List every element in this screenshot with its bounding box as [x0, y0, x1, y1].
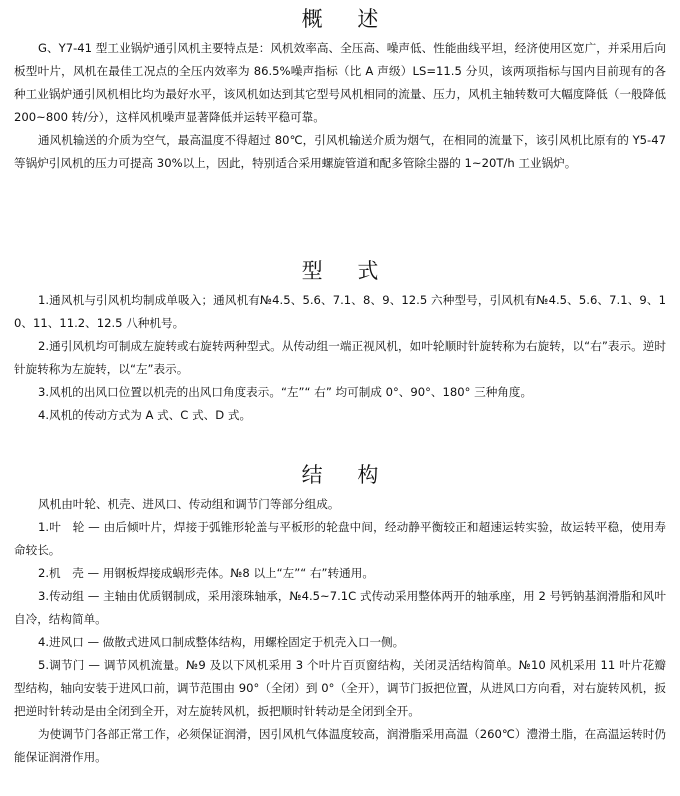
structure-item-damper: 5.调节门 — 调节风机流量。№9 及以下风机采用 3 个叶片百页窗结构，关闭灵活结构简单。№10 风机采用 11 叶片花瓣型结构，轴向安装于进风口前，调节范围由 90°（全闭）到 0°（全开），调节门扳把位置，从进风口方向看，对右旋转风机，扳把逆时针转动是由全闭到全开，对左旋转风机，扳把顺时针转动是全闭到全开。 [14, 658, 666, 718]
structure-item-inlet: 4.进风口 — 做散式进风口制成整体结构，用螺栓固定于机壳入口一侧。 [38, 635, 405, 649]
structure-heading: 结 构 [301, 463, 393, 487]
structure-intro: 风机由叶轮、机壳、进风口、传动组和调节门等部分组成。 [38, 497, 340, 511]
overview-paragraph-2: 通风机输送的介质为空气，最高温度不得超过 80℃，引风机输送介质为烟气，在相同的流量下，该引风机比原有的 Y5-47 等锅炉引风机的压力可提高 30%以上，因此，特别适合采用螺旋管道和配多管除尘器的 1~20T/h 工业锅炉。 [14, 133, 666, 170]
structure-item-impeller: 1.叶 轮 — 由后倾叶片，焊接于弧锥形轮盖与平板形的轮盘中间，经动静平衡较正和超速运转实验，故运转平稳，使用寿命较长。 [14, 520, 666, 557]
overview-section [0, 6, 680, 170]
structure-item-casing: 2.机 壳 — 用钢板焊接成蜗形壳体。№8 以上“左”“ 右”转通用。 [38, 566, 374, 580]
overview-body [14, 37, 666, 175]
structure-item-drive: 3.传动组 — 主轴由优质钢制成，采用滚珠轴承，№4.5~7.1C 式传动采用整体两开的轴承座，用 2 号钙钠基润滑脂和风叶自冷，结构简单。 [14, 589, 666, 626]
structure-body [14, 493, 666, 769]
types-item-1: 1.通风机与引风机均制成单吸入；通风机有№4.5、5.6、7.1、8、9、12.5 六种型号，引风机有№4.5、5.6、7.1、9、10、11、11.2、12.5 八种机号。 [14, 293, 666, 330]
types-heading: 型 式 [301, 259, 393, 283]
types-section [0, 258, 680, 422]
structure-lubrication-note: 为使调节门各部正常工作，必须保证润滑，因引风机气体温度较高，润滑脂采用高温（260℃）澧滑土脂，在高温运转时仍能保证润滑作用。 [14, 727, 666, 764]
types-item-2: 2.通引风机均可制成左旋转或右旋转两种型式。从传动组一端正视风机，如叶轮顺时针旋转称为右旋转，以“右”表示。逆时针旋转称为左旋转，以“左”表示。 [14, 339, 666, 376]
types-item-4: 4.风机的传动方式为 A 式、C 式、D 式。 [38, 408, 252, 422]
structure-section [0, 462, 680, 764]
types-body [14, 289, 666, 427]
types-item-3: 3.风机的出风口位置以机壳的出风口角度表示。“左”“ 右” 均可制成 0°、90°、180° 三种角度。 [38, 385, 533, 399]
overview-paragraph-1: G、Y7-41 型工业锅炉通引风机主要特点是：风机效率高、全压高、噪声低、性能曲线平坦，经济使用区宽广，并采用后向板型叶片，风机在最佳工况点的全压内效率为 86.5%噪声指标（比 A 声级）LS=11.5 分贝，该两项指标与国内目前现有的各种工业锅炉通引风机相比均为最好水平，该风机如达到其它型号风机相同的流量、压力，风机主轴转数可大幅度降低（一般降低 200~800 转/分），这样风机噪声显著降低并运转平稳可靠。 [14, 41, 666, 124]
overview-heading: 概 述 [301, 7, 393, 31]
